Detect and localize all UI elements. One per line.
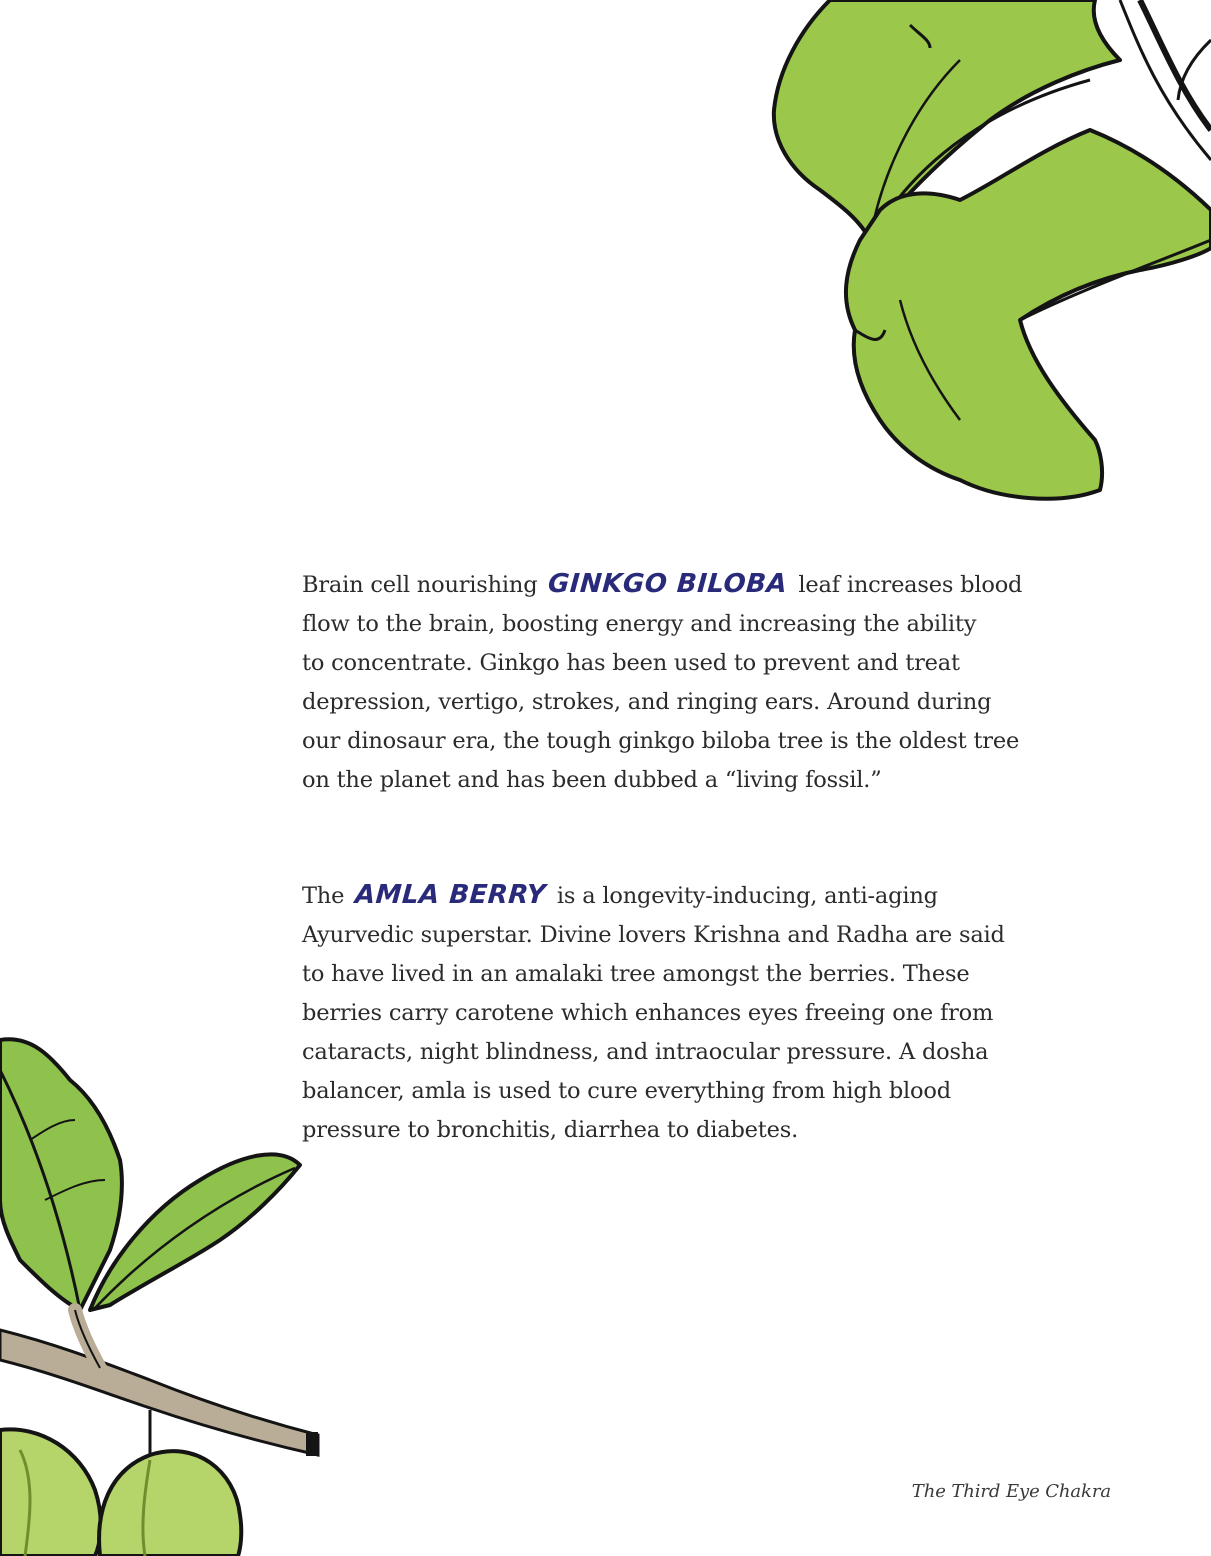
chapter-footer: The Third Eye Chakra [911, 1481, 1111, 1502]
amla-berry-highlight: AMLA BERRY [354, 880, 548, 910]
ginkgo-leaf-illustration [760, 0, 1211, 520]
amla-line-3: to have lived in an amalaki tree amongst the berries. These [302, 961, 970, 987]
ginkgo-line-2: flow to the brain, boosting energy and increasing the ability [302, 611, 977, 637]
ginkgo-stems [1120, 0, 1211, 160]
ginkgo-line-4: depression, vertigo, strokes, and ringing ears. Around during [302, 689, 992, 715]
amla-paragraph [302, 876, 1005, 1150]
ginkgo-line-1: Brain cell nourishing GINKGO BILOBA leaf increases blood [302, 565, 992, 605]
amla-line-6: balancer, amla is used to cure everything from high blood [302, 1078, 951, 1104]
amla-line-5: cataracts, night blindness, and intraocular pressure. A dosha [302, 1039, 989, 1065]
ginkgo-biloba-highlight: GINKGO BILOBA [547, 569, 789, 599]
amla-berries [0, 1410, 241, 1556]
amla-branch [0, 1310, 318, 1456]
amla-line-4: berries carry carotene which enhances eyes freeing one from [302, 1000, 994, 1026]
amla-line-7: pressure to bronchitis, diarrhea to diabetes. [302, 1117, 799, 1143]
ginkgo-line-6: on the planet and has been dubbed a “living fossil.” [302, 767, 882, 793]
ginkgo-line-3: to concentrate. Ginkgo has been used to prevent and treat [302, 650, 960, 676]
amla-line-1: The AMLA BERRY is a longevity-inducing, anti-aging [302, 876, 992, 916]
ginkgo-line-5: our dinosaur era, the tough ginkgo biloba tree is the oldest tree [302, 728, 1020, 754]
amla-leaves [0, 1039, 300, 1310]
ginkgo-paragraph [302, 565, 1023, 800]
amla-line-2: Ayurvedic superstar. Divine lovers Krishna and Radha are said [302, 922, 1005, 948]
amla-branch-illustration [0, 1030, 330, 1556]
